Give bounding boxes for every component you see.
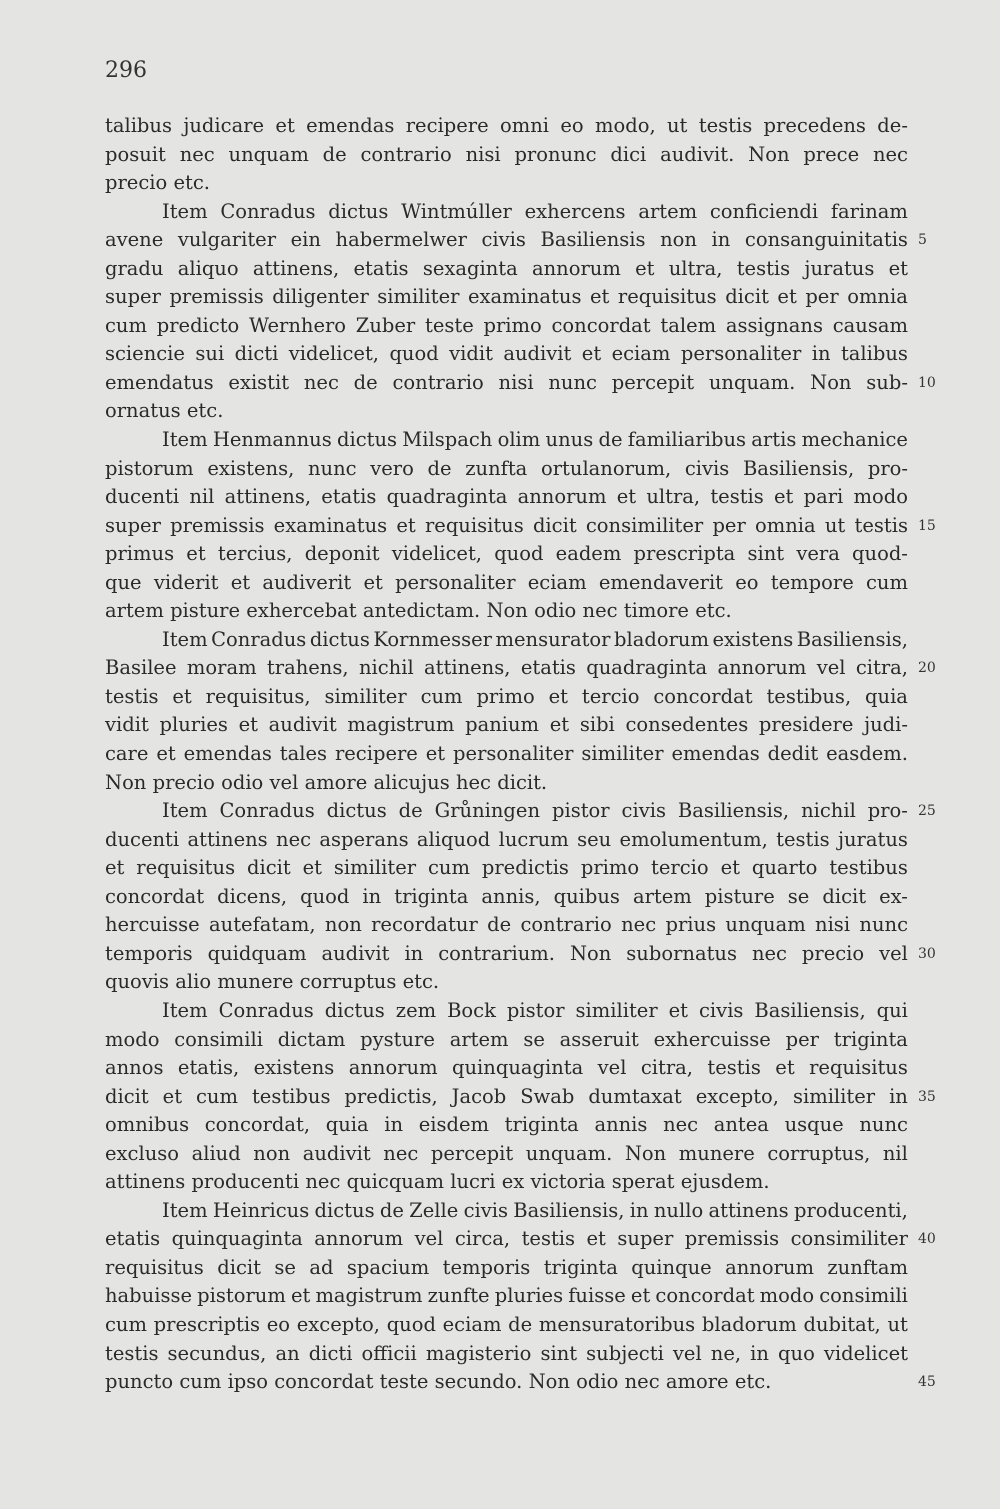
text-line: habuisse pistorum et magistrum zunfte pluries fuisse et concordat modo consimili — [105, 1284, 908, 1308]
text-line: quovis alio munere corruptus etc. — [105, 970, 440, 994]
line-number: 25 — [918, 803, 936, 820]
text-line: artem pisture exhercebat antedictam. Non odio nec timore etc. — [105, 599, 732, 623]
text-line: Item Conradus dictus Wintmúller exhercens artem conficiendi farinam — [162, 199, 908, 223]
line-number: 10 — [918, 374, 936, 391]
text-line: pistorum existens, nunc vero de zunfta ortulanorum, civis Basiliensis, pro- — [105, 456, 908, 480]
text-line: posuit nec unquam de contrario nisi pronunc dici audivit. Non prece nec — [105, 142, 908, 166]
text-line: que viderit et audiverit et personaliter eciam emendaverit eo tempore cum — [105, 570, 908, 594]
text-line: hercuisse autefatam, non recordatur de contrario nec prius unquam nisi nunc — [105, 913, 908, 937]
text-line: talibus judicare et emendas recipere omni eo modo, ut testis precedens de- — [105, 114, 908, 137]
text-line: et requisitus dicit et similiter cum predictis primo tercio et quarto testibus — [105, 856, 908, 880]
text-line: dicit et cum testibus predictis, Jacob Swab dumtaxat excepto, similiter in — [105, 1084, 908, 1108]
line-number: 35 — [918, 1088, 936, 1105]
line-number: 30 — [918, 945, 936, 962]
text-line: concordat dicens, quod in triginta annis, quibus artem pisture se dicit ex- — [105, 884, 908, 908]
text-line: Non precio odio vel amore alicujus hec dicit. — [105, 770, 548, 794]
text-line: etatis quinquaginta annorum vel circa, testis et super premissis consimiliter — [105, 1227, 908, 1251]
text-line: modo consimili dictam pysture artem se asseruit exhercuisse per triginta — [105, 1027, 908, 1051]
text-line: testis et requisitus, similiter cum primo et tercio concordat testibus, quia — [105, 684, 908, 708]
line-number: 45 — [918, 1374, 936, 1391]
text-line: sciencie sui dicti videlicet, quod vidit audivit et eciam personaliter in talibus — [105, 342, 908, 366]
text-line: cum predicto Wernhero Zuber teste primo concordat talem assignans causam — [105, 313, 908, 337]
text-line: excluso aliud non audivit nec percepit unquam. Non munere corruptus, nil — [105, 1141, 908, 1165]
text-line: cum prescriptis eo excepto, quod eciam de mensuratoribus bladorum dubitat, ut — [105, 1312, 908, 1336]
text-line: temporis quidquam audivit in contrarium. Non subornatus nec precio vel — [105, 941, 908, 965]
text-line: Item Heinricus dictus de Zelle civis Basiliensis, in nullo attinens producenti, — [162, 1198, 908, 1222]
text-line: annos etatis, existens annorum quinquaginta vel citra, testis et requisitus — [105, 1056, 908, 1080]
text-line: requisitus dicit se ad spacium temporis triginta quinque annorum zunftam — [105, 1255, 908, 1279]
text-line: primus et tercius, deponit videlicet, quod eadem prescripta sint vera quod- — [105, 542, 908, 566]
text-line: care et emendas tales recipere et personaliter similiter emendas dedit easdem. — [105, 742, 908, 766]
text-line: vidit pluries et audivit magistrum panium et sibi consedentes presidere judi- — [105, 713, 908, 737]
text-line: ducenti attinens nec asperans aliquod lucrum seu emolumentum, testis juratus — [105, 827, 908, 851]
text-line: emendatus existit nec de contrario nisi nunc percepit unquam. Non sub- — [105, 370, 908, 394]
document-body — [105, 112, 908, 1397]
text-line: precio etc. — [105, 171, 210, 195]
text-line: omnibus concordat, quia in eisdem triginta annis nec antea usque nunc — [105, 1113, 908, 1137]
text-line: Basilee moram trahens, nichil attinens, etatis quadraginta annorum vel citra, — [105, 656, 908, 680]
text-line: Item Conradus dictus zem Bock pistor similiter et civis Basiliensis, qui — [162, 998, 908, 1022]
text-line: ducenti nil attinens, etatis quadraginta annorum et ultra, testis et pari modo — [105, 485, 908, 509]
text-line: super premissis diligenter similiter examinatus et requisitus dicit et per omnia — [105, 285, 908, 309]
text-line: Item Conradus dictus Kornmesser mensurator bladorum existens Basiliensis, — [162, 627, 908, 651]
text-line: avene vulgariter ein habermelwer civis Basiliensis non in consanguinitatis — [105, 228, 908, 252]
text-line: super premissis examinatus et requisitus dicit consimiliter per omnia ut testis — [105, 513, 908, 537]
text-line: puncto cum ipso concordat teste secundo. Non odio nec amore etc. — [105, 1370, 772, 1394]
text-line: Item Henmannus dictus Milspach olim unus de familiaribus artis mechanice — [162, 428, 908, 452]
line-number: 40 — [918, 1231, 936, 1248]
line-number: 20 — [918, 660, 936, 677]
line-number: 5 — [918, 232, 927, 249]
text-line: testis secundus, an dicti officii magisterio sint subjecti vel ne, in quo videlicet — [105, 1341, 908, 1365]
text-line: attinens producenti nec quicquam lucri ex victoria sperat ejusdem. — [105, 1170, 770, 1194]
page-number: 296 — [105, 58, 147, 83]
text-line: Item Conradus dictus de Grůningen pistor civis Basiliensis, nichil pro- — [162, 799, 908, 823]
line-number: 15 — [918, 517, 936, 534]
text-line: ornatus etc. — [105, 399, 224, 423]
text-line: gradu aliquo attinens, etatis sexaginta annorum et ultra, testis juratus et — [105, 256, 908, 280]
